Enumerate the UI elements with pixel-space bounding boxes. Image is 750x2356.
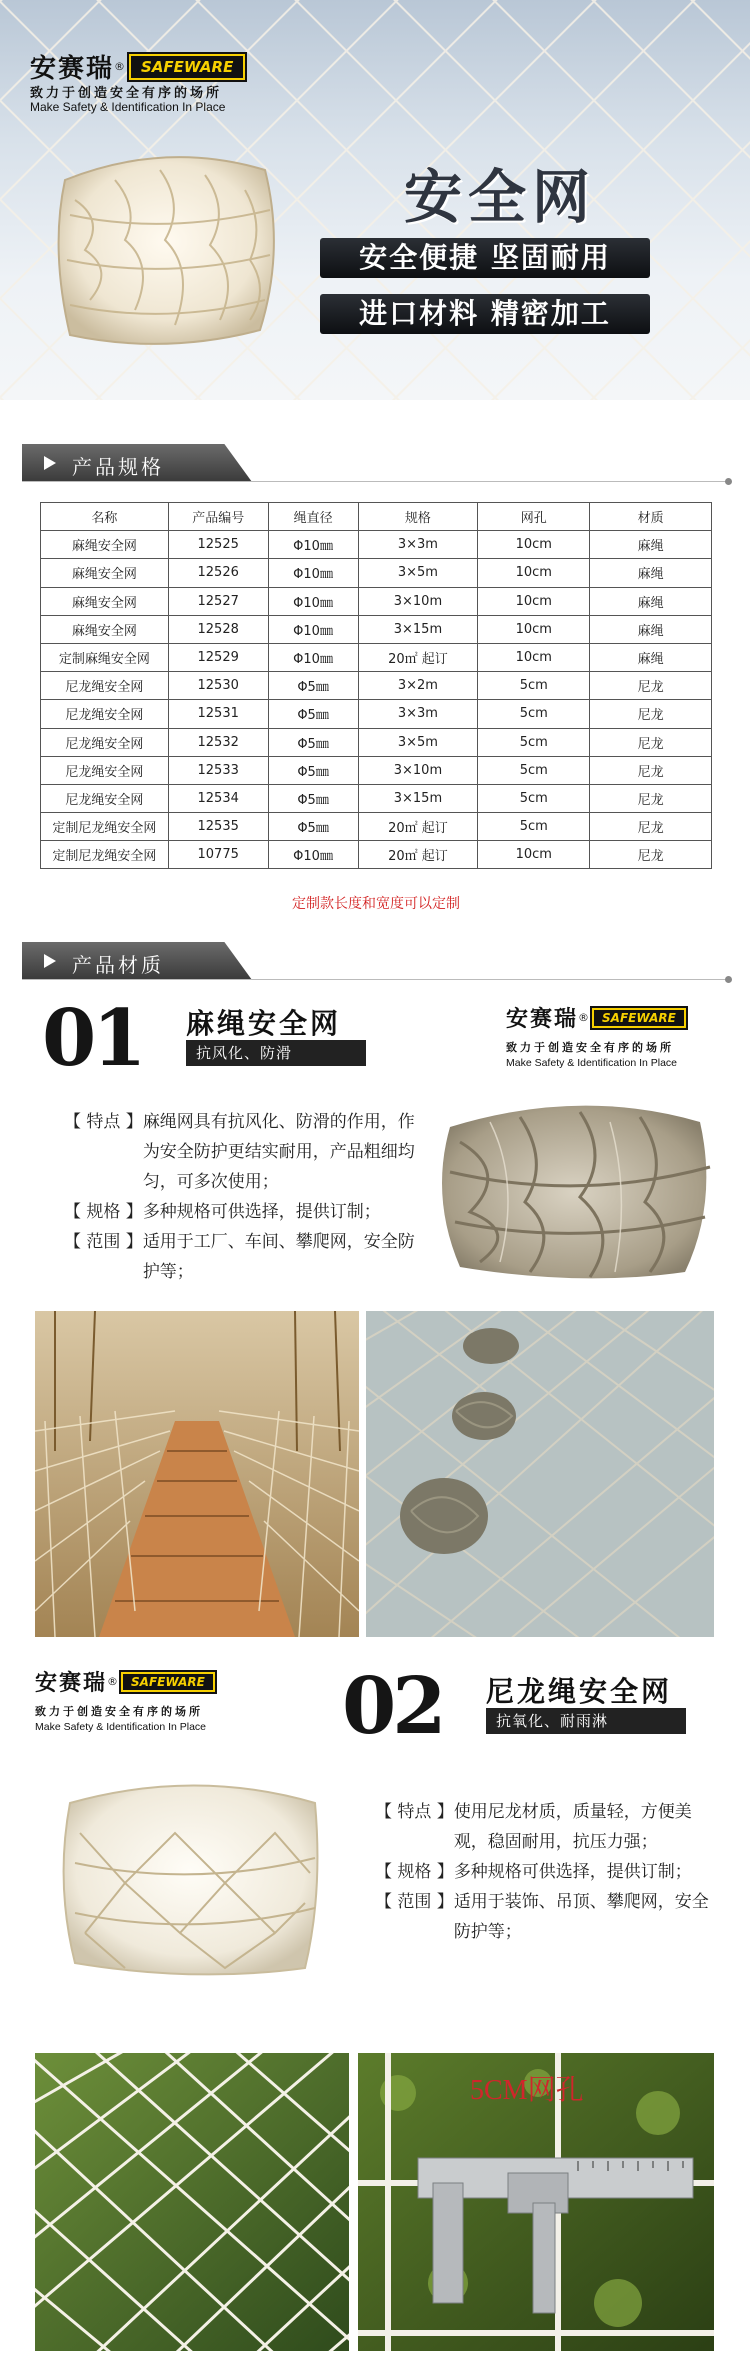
table-header-cell: 产品编号 — [168, 503, 268, 531]
table-row — [41, 643, 712, 671]
table-cell: 10775 — [168, 841, 268, 869]
brand-badge — [129, 54, 245, 80]
table-header-cell: 网孔 — [478, 503, 590, 531]
table-cell: 12533 — [168, 756, 268, 784]
table-cell: Φ5㎜ — [268, 756, 358, 784]
table-cell: 10cm — [478, 643, 590, 671]
brand-logo — [30, 48, 245, 85]
product1-spec: 【 规格 】 多种规格可供选择，提供订制； — [64, 1202, 381, 1222]
table-cell: 12531 — [168, 700, 268, 728]
spec-section-title: 产品规格 — [72, 455, 164, 479]
table-cell: Φ10㎜ — [268, 531, 358, 559]
table-header-row — [41, 503, 712, 531]
table-cell: Φ10㎜ — [268, 559, 358, 587]
product1-number: 01 — [42, 993, 143, 1084]
spec-section-header — [22, 444, 728, 482]
table-cell: 尼龙绳安全网 — [41, 784, 169, 812]
table-row — [41, 559, 712, 587]
hero-slogan-1: 安全便捷 坚固耐用 — [320, 238, 650, 278]
brand-name-en: SAFEWARE — [141, 57, 234, 76]
table-cell: 12535 — [168, 813, 268, 841]
custom-note: 定制款长度和宽度可以定制 — [292, 896, 460, 912]
table-row — [41, 784, 712, 812]
table-cell: 12526 — [168, 559, 268, 587]
arrow-icon — [44, 456, 56, 470]
table-cell: 3×5m — [358, 728, 478, 756]
table-cell: 定制尼龙绳安全网 — [41, 841, 169, 869]
table-cell: 尼龙 — [590, 700, 712, 728]
rope-bridge-photo — [35, 1311, 359, 1637]
table-row — [41, 841, 712, 869]
table-cell: 5cm — [478, 813, 590, 841]
table-cell: 20㎡ 起订 — [358, 813, 478, 841]
product2-number: 02 — [342, 1661, 443, 1752]
table-cell: 麻绳安全网 — [41, 559, 169, 587]
table-cell: 尼龙 — [590, 728, 712, 756]
material-section-title: 产品材质 — [72, 953, 164, 977]
table-cell: 12527 — [168, 587, 268, 615]
hero-title: 安全网 — [403, 163, 596, 231]
hemp-net-on-ground-photo — [366, 1311, 714, 1637]
table-row — [41, 700, 712, 728]
table-header-cell: 材质 — [590, 503, 712, 531]
table-cell: 10cm — [478, 559, 590, 587]
table-cell: 麻绳 — [590, 587, 712, 615]
table-cell: Φ5㎜ — [268, 672, 358, 700]
table-cell: 10cm — [478, 587, 590, 615]
table-cell: Φ5㎜ — [268, 813, 358, 841]
table-cell: Φ5㎜ — [268, 784, 358, 812]
table-row — [41, 813, 712, 841]
table-cell: 3×2m — [358, 672, 478, 700]
table-cell: Φ10㎜ — [268, 841, 358, 869]
nylon-rope-net-image — [55, 1773, 325, 1983]
table-cell: 麻绳 — [590, 643, 712, 671]
table-cell: Φ5㎜ — [268, 728, 358, 756]
product1-range: 【 范围 】 适用于工厂、车间、攀爬网，安全防护等； — [64, 1232, 415, 1282]
table-cell: 尼龙绳安全网 — [41, 672, 169, 700]
table-cell: 10cm — [478, 841, 590, 869]
table-cell: 12530 — [168, 672, 268, 700]
brand-name-cn: 安赛瑞 — [30, 54, 115, 84]
table-cell: 12529 — [168, 643, 268, 671]
table-cell: 麻绳 — [590, 559, 712, 587]
table-cell: 尼龙 — [590, 813, 712, 841]
table-cell: 尼龙 — [590, 784, 712, 812]
table-cell: Φ10㎜ — [268, 643, 358, 671]
brand-logo-small-2: 安赛瑞 ® SAFEWARE 致力于创造安全有序的场所 Make Safety & Identification In Place — [35, 1666, 215, 1733]
table-cell: 麻绳安全网 — [41, 531, 169, 559]
table-row — [41, 728, 712, 756]
table-header-cell: 名称 — [41, 503, 169, 531]
table-row — [41, 672, 712, 700]
slogan-en: Make Safety & Identification In Place — [30, 100, 226, 114]
table-cell: Φ10㎜ — [268, 615, 358, 643]
table-cell: 12534 — [168, 784, 268, 812]
table-cell: 5cm — [478, 728, 590, 756]
rope-net-bundle-image — [45, 140, 285, 355]
product2-tag: 抗氧化、耐雨淋 — [486, 1708, 686, 1734]
table-cell: 5cm — [478, 700, 590, 728]
table-cell: 12528 — [168, 615, 268, 643]
table-cell: 5cm — [478, 784, 590, 812]
table-row — [41, 587, 712, 615]
table-cell: 3×5m — [358, 559, 478, 587]
product2-spec: 【 规格 】 多种规格可供选择，提供订制； — [375, 1862, 692, 1882]
table-cell: 麻绳安全网 — [41, 587, 169, 615]
table-cell: 定制尼龙绳安全网 — [41, 813, 169, 841]
table-header-cell: 规格 — [358, 503, 478, 531]
table-cell: 尼龙 — [590, 672, 712, 700]
product1-description — [64, 1107, 416, 1287]
table-row — [41, 756, 712, 784]
table-cell: 5cm — [478, 756, 590, 784]
table-cell: 尼龙 — [590, 841, 712, 869]
product2-description — [375, 1797, 719, 1947]
table-cell: 3×3m — [358, 531, 478, 559]
table-cell: 尼龙 — [590, 756, 712, 784]
table-cell: 尼龙绳安全网 — [41, 728, 169, 756]
arrow-icon — [44, 954, 56, 968]
table-cell: 10cm — [478, 615, 590, 643]
table-cell: 定制麻绳安全网 — [41, 643, 169, 671]
hero-banner — [0, 0, 750, 400]
table-cell: Φ10㎜ — [268, 587, 358, 615]
table-cell: 20㎡ 起订 — [358, 841, 478, 869]
hemp-rope-net-image — [430, 1082, 720, 1287]
table-cell: 麻绳 — [590, 615, 712, 643]
product2-name: 尼龙绳安全网 — [486, 1675, 673, 1708]
nylon-net-over-grass-photo — [35, 2053, 349, 2351]
table-cell: 麻绳安全网 — [41, 615, 169, 643]
table-cell: 20㎡ 起订 — [358, 643, 478, 671]
table-cell: 尼龙绳安全网 — [41, 700, 169, 728]
table-cell: 12532 — [168, 728, 268, 756]
material-section-header — [22, 942, 728, 980]
product1-name: 麻绳安全网 — [186, 1007, 342, 1040]
registered-mark: ® — [114, 60, 126, 73]
table-cell: 10cm — [478, 531, 590, 559]
table-row — [41, 531, 712, 559]
table-header-cell: 绳直径 — [268, 503, 358, 531]
table-cell: 3×10m — [358, 756, 478, 784]
table-cell: 麻绳 — [590, 531, 712, 559]
hero-slogan-2: 进口材料 精密加工 — [320, 294, 650, 334]
table-cell: 3×15m — [358, 784, 478, 812]
product2-range: 【 范围 】 适用于装饰、吊顶、攀爬网，安全防护等； — [375, 1892, 709, 1942]
table-cell: 3×3m — [358, 700, 478, 728]
table-cell: 3×15m — [358, 615, 478, 643]
product1-feature: 【 特点 】 麻绳网具有抗风化、防滑的作用，作为安全防护更结实耐用，产品粗细均匀，可多次使用； — [64, 1112, 415, 1192]
slogan-cn: 致力于创造安全有序的场所 — [30, 86, 223, 101]
mesh-size-caption: 5CM网孔 — [470, 2075, 584, 2106]
table-cell: 尼龙绳安全网 — [41, 756, 169, 784]
product2-feature: 【 特点 】 使用尼龙材质，质量轻，方便美观，稳固耐用，抗压力强； — [375, 1802, 692, 1852]
table-cell: 5cm — [478, 672, 590, 700]
spec-table — [40, 502, 712, 869]
product1-tag: 抗风化、防滑 — [186, 1040, 366, 1066]
brand-logo-small: 安赛瑞 ® SAFEWARE 致力于创造安全有序的场所 Make Safety & Identification In Place — [506, 1002, 686, 1069]
table-row — [41, 615, 712, 643]
table-cell: Φ5㎜ — [268, 700, 358, 728]
table-cell: 3×10m — [358, 587, 478, 615]
table-cell: 12525 — [168, 531, 268, 559]
